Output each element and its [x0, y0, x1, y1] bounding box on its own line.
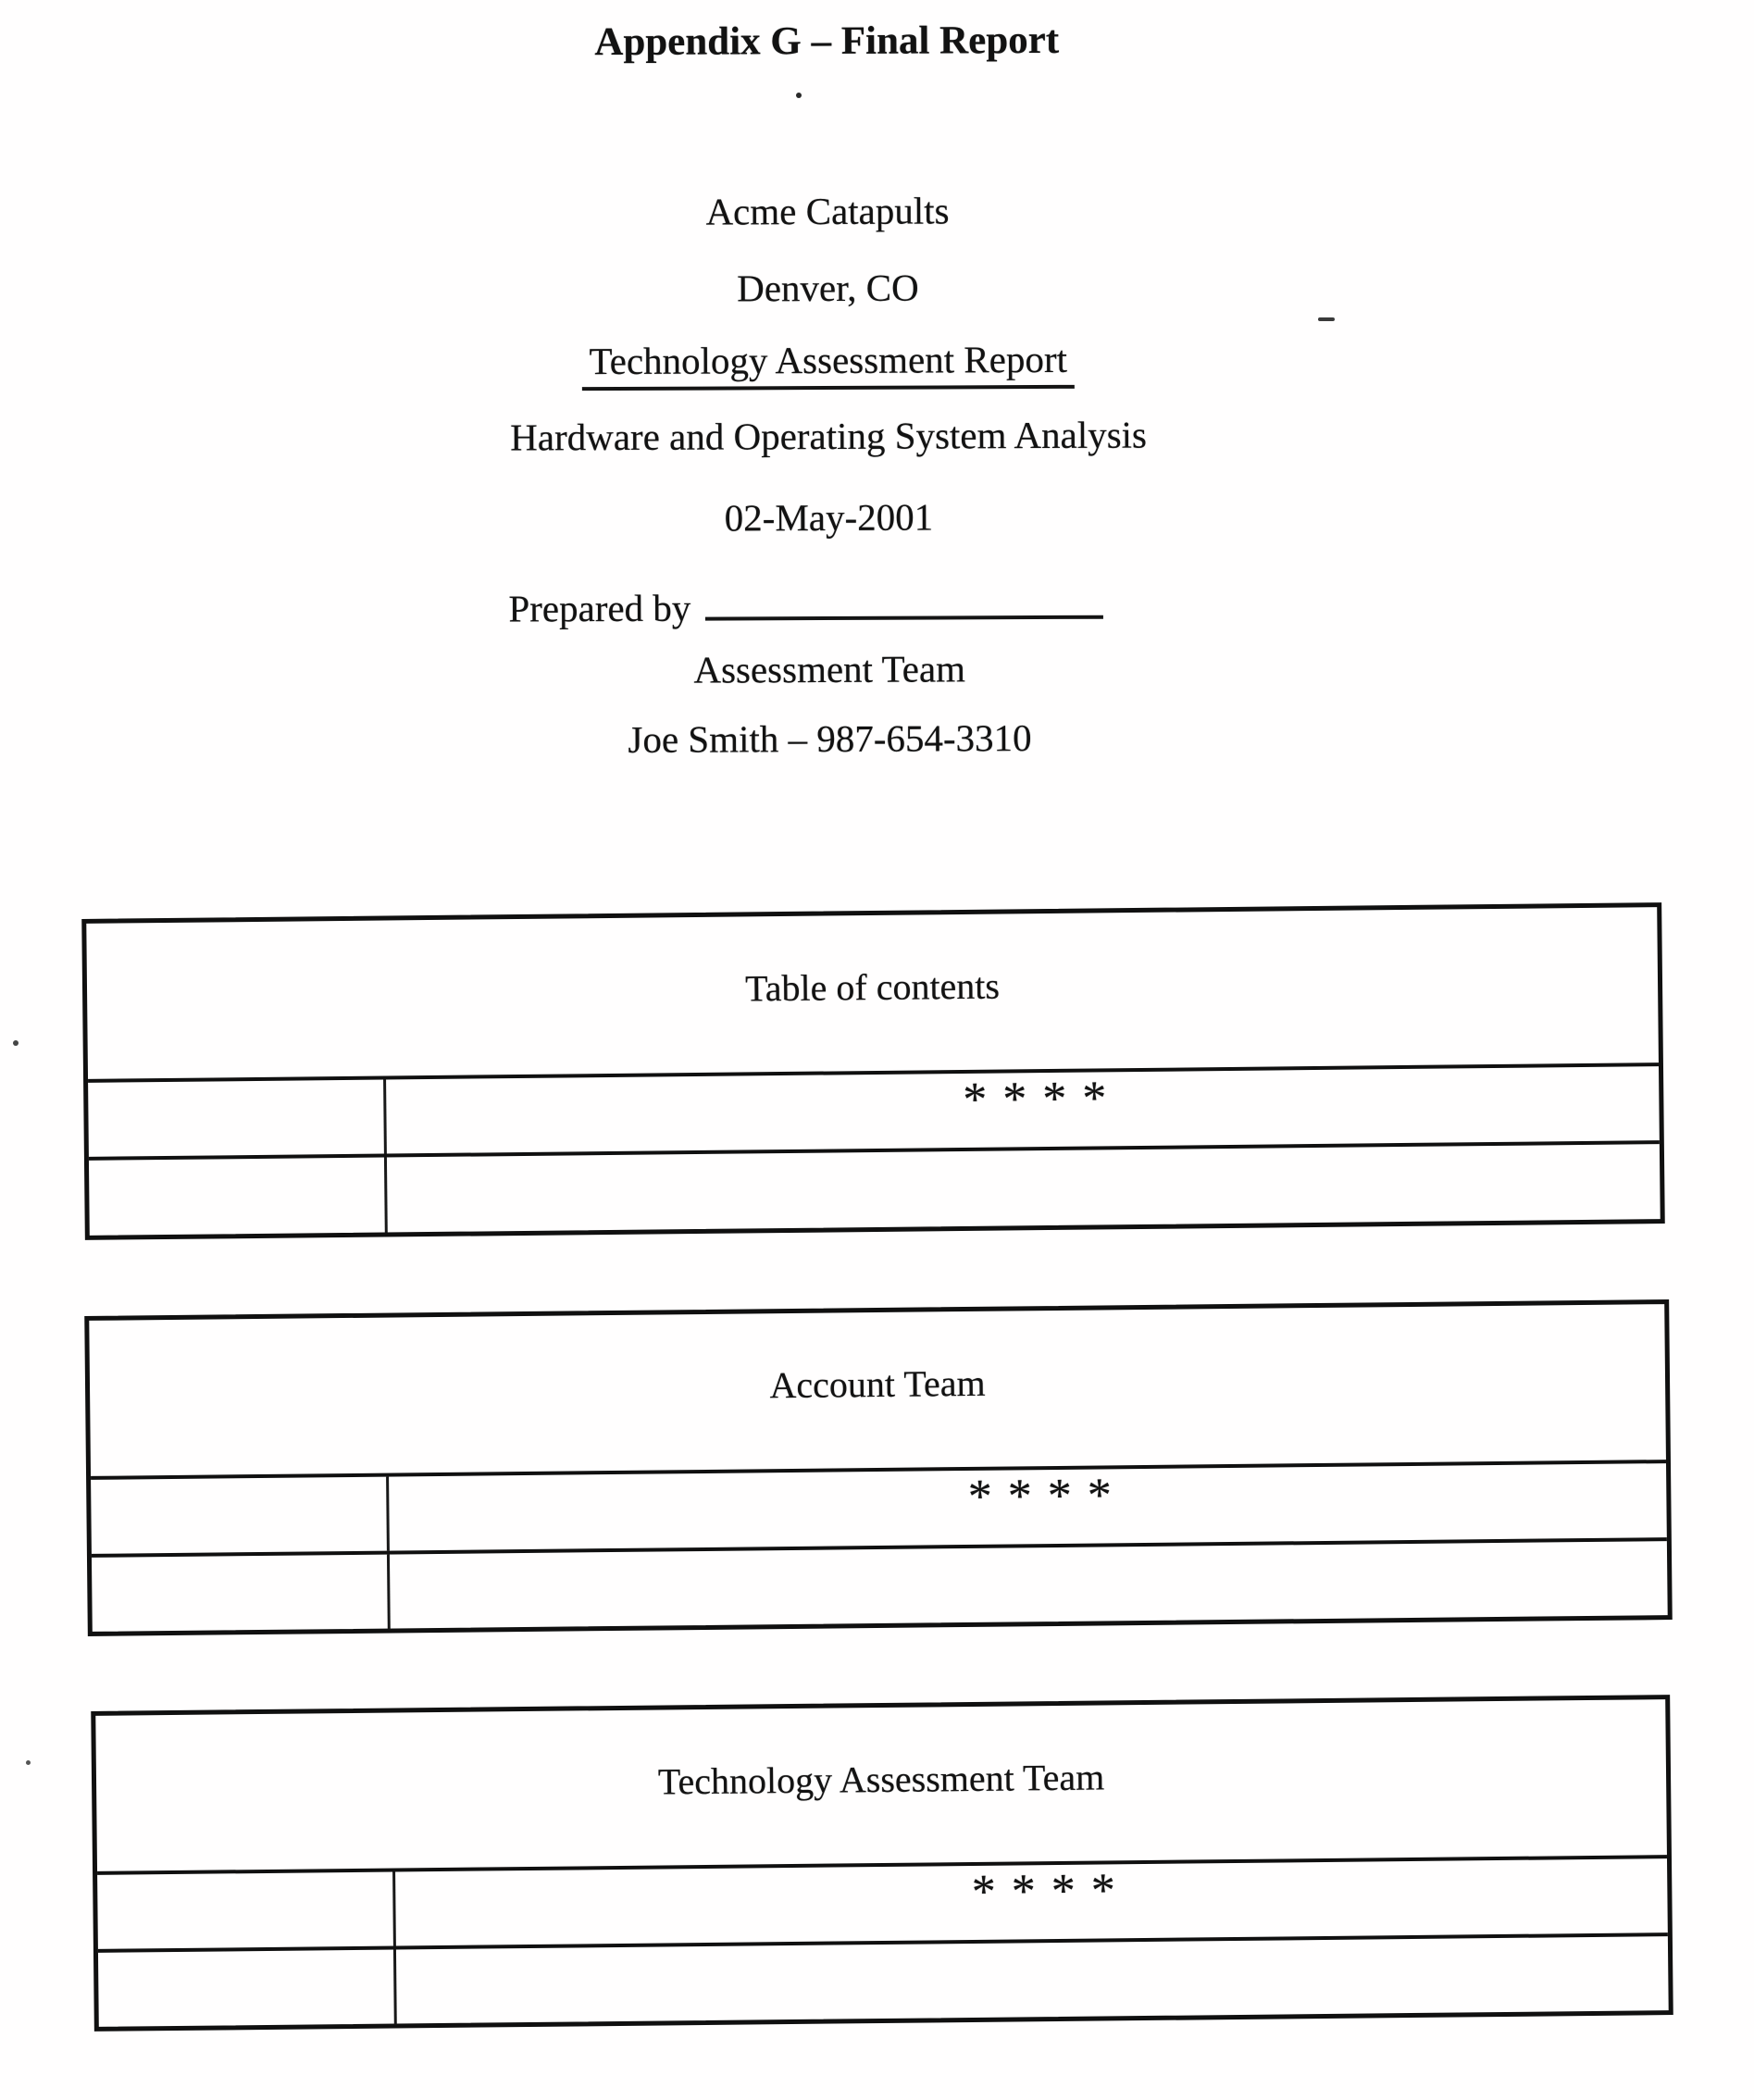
report-title-line — [0, 335, 1657, 386]
account-team-table — [84, 1299, 1673, 1636]
title-block — [0, 0, 1659, 837]
table-title: Technology Assessment Team — [95, 1699, 1667, 1875]
row-label-cell — [91, 1477, 390, 1554]
placeholder-asterisks: * * * * — [963, 1072, 1109, 1126]
table-title: Account Team — [89, 1304, 1666, 1480]
appendix-title: Appendix G – Final Report — [594, 18, 1060, 65]
row-content-cell — [387, 1144, 1661, 1232]
table-empty-row — [89, 1144, 1661, 1236]
company-name: Acme Catapults — [705, 189, 950, 233]
scan-speck — [796, 93, 802, 98]
report-subtitle: Hardware and Operating System Analysis — [510, 413, 1148, 459]
row-content-cell — [389, 1463, 1667, 1550]
prepared-by-label: Prepared by — [508, 586, 691, 630]
signature-blank-line — [705, 575, 1103, 621]
report-title: Technology Assessment Report — [581, 338, 1075, 391]
scan-speck — [13, 1040, 19, 1046]
row-label-cell — [92, 1555, 391, 1633]
team-heading: Assessment Team — [693, 647, 966, 691]
team-contact: Joe Smith – 987-654-3310 — [628, 716, 1032, 761]
row-label-cell — [88, 1080, 387, 1157]
table-of-contents-table — [81, 902, 1665, 1240]
table-empty-row — [92, 1541, 1668, 1633]
placeholder-asterisks: * * * * — [971, 1864, 1118, 1919]
company-location: Denver, CO — [737, 266, 919, 310]
table-empty-row — [98, 1936, 1669, 2028]
row-label-cell — [89, 1158, 388, 1236]
technology-assessment-team-table — [91, 1695, 1673, 2032]
placeholder-asterisks: * * * * — [967, 1469, 1114, 1523]
row-label-cell — [97, 1872, 396, 1949]
row-content-cell — [396, 1936, 1669, 2024]
scan-speck — [1318, 317, 1335, 321]
report-date: 02-May-2001 — [724, 495, 934, 540]
row-content-cell — [395, 1858, 1668, 1945]
row-label-cell — [98, 1950, 397, 2028]
prepared-by-line — [0, 572, 1635, 633]
row-content-cell — [390, 1541, 1668, 1629]
scan-speck — [26, 1760, 31, 1765]
table-title: Table of contents — [86, 907, 1659, 1083]
row-content-cell — [386, 1066, 1660, 1153]
